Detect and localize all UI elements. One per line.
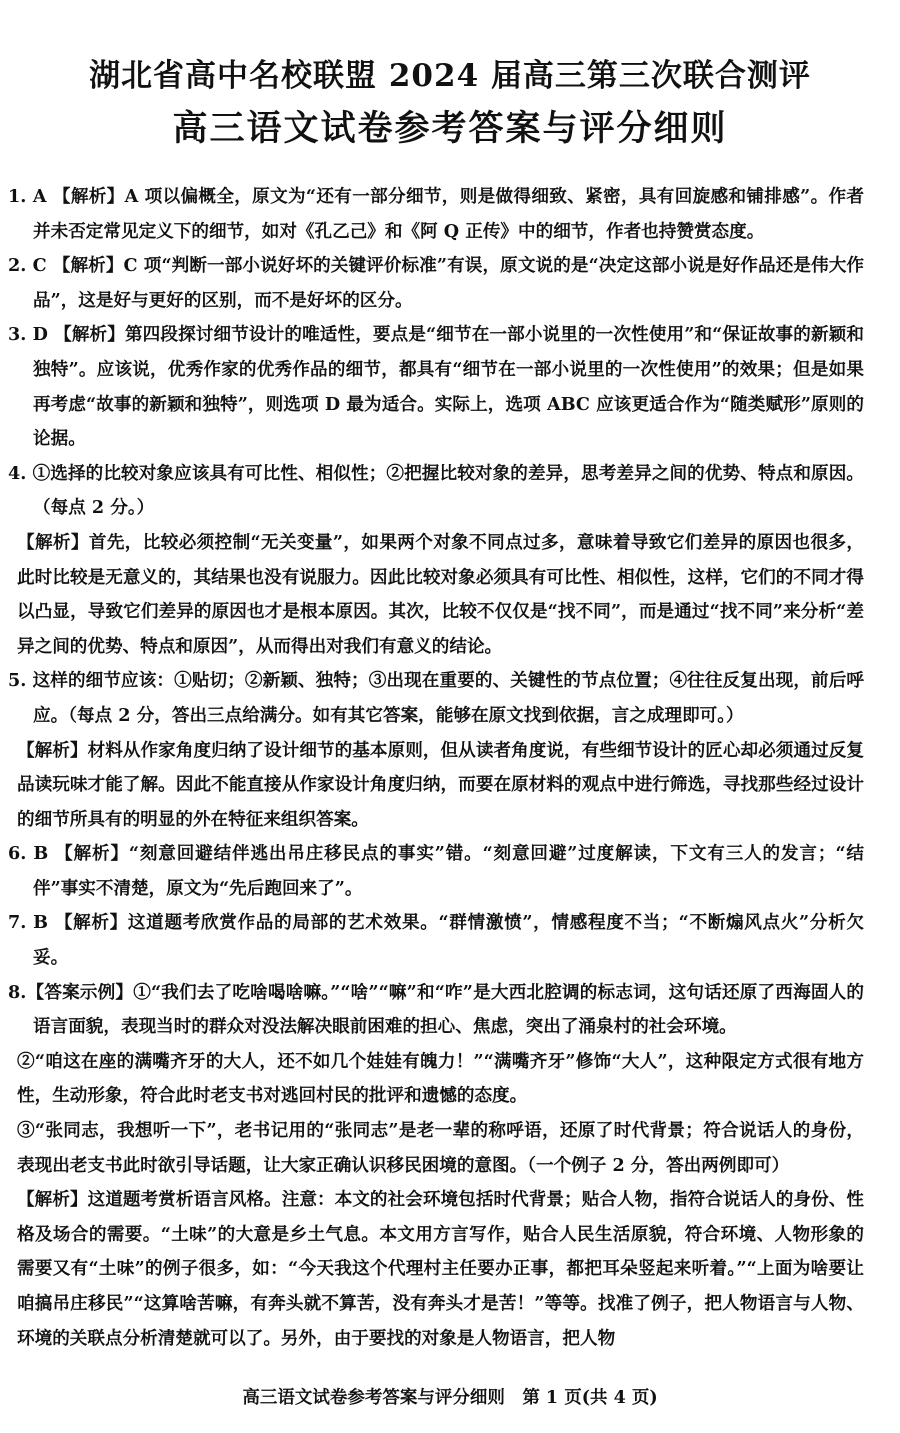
exam-title: 湖北省高中名校联盟 2024 届高三第三次联合测评 xyxy=(89,58,811,94)
answer-6: 6. B 【解析】“刻意回避结伴逃出吊庄移民点的事实”错。“刻意回避”过度解读，下文有三人的发言；“结伴”事实不清楚，原文为“先后跑回来了”。 xyxy=(8,843,864,899)
analysis-5: 【解析】材料从作家角度归纳了设计细节的基本原则，但从读者角度说，有些细节设计的匠心却必须通过反复品读玩味才能了解。因此不能直接从作家设计角度归纳，而要在原材料的观点中进行筛选，寻找那些经过设计的细节所具有的明显的外在特征来组织答案。 xyxy=(17,739,864,830)
analysis-8: 【解析】这道题考赏析语言风格。注意：本文的社会环境包括时代背景；贴合人物，指符合说话人的身份、性格及场合的需要。“土味”的大意是乡土气息。本文用方言写作，贴合人民生活原貌，符合环境、人物形象的需要又有“土味”的例子很多，如：“今天我这个代理村主任要办正事，都把耳朵竖起来听着。”“上面为啥要让咱搞吊庄移民”“这算啥苦嘛，有奔头就不算苦，没有奔头才是苦！”等等。找准了例子，把人物语言与人物、环境的关联点分析清楚就可以了。另外，由于要找的对象是人物语言，把人物 xyxy=(17,1189,864,1349)
document-subtitle: 高三语文试卷参考答案与评分细则 xyxy=(172,108,728,149)
answers-body xyxy=(8,180,864,1356)
page-footer: 高三语文试卷参考答案与评分细则 第 1 页(共 4 页) xyxy=(242,1388,658,1408)
answer-8: 8.【答案示例】①“我们去了吃啥喝啥嘛。”“啥”“嘛”和“咋”是大西北腔调的标志词，这句话还原了西海固人的语言面貌，表现当时的群众对没法解决眼前困难的担心、焦虑，突出了涌泉村的社会环境。 xyxy=(8,981,864,1038)
answer-4: 4. ①选择的比较对象应该具有可比性、相似性；②把握比较对象的差异，思考差异之间的优势、特点和原因。（每点 2 分。） xyxy=(8,462,864,519)
answer-1: 1. A 【解析】A 项以偏概全，原文为“还有一部分细节，则是做得细致、紧密，具有回旋感和铺排感”。作者并未否定常见定义下的细节，如对《孔乙己》和《阿 Q 正传》中的细节，作者也持赞赏态度。 xyxy=(8,186,864,242)
answer-8-example-2: ②“咱这在座的满嘴齐牙的大人，还不如几个娃娃有魄力！”“满嘴齐牙”修饰“大人”，这种限定方式很有地方性，生动形象，符合此时老支书对逃回村民的批评和遗憾的态度。 xyxy=(17,1050,864,1107)
answer-8-example-3: ③“张同志，我想听一下”，老书记用的“张同志”是老一辈的称呼语，还原了时代背景；符合说话人的身份，表现出老支书此时欲引导话题，让大家正确认识移民困境的意图。（一个例子 2 分，答出两例即可） xyxy=(17,1120,864,1176)
answer-5: 5. 这样的细节应该：①贴切；②新颖、独特；③出现在重要的、关键性的节点位置；④往往反复出现，前后呼应。（每点 2 分，答出三点给满分。如有其它答案，能够在原文找到依据，言之成理即可。） xyxy=(8,670,864,726)
answer-2: 2. C 【解析】C 项“判断一部小说好坏的关键评价标准”有误，原文说的是“决定这部小说是好作品还是伟大作品”，这是好与更好的区别，而不是好坏的区分。 xyxy=(8,255,864,311)
answer-3: 3. D 【解析】第四段探讨细节设计的唯适性，要点是“细节在一部小说里的一次性使用”和“保证故事的新颖和独特”。应该说，优秀作家的优秀作品的细节，都具有“细节在一部小说里的一次性使用”的效果；但是如果再考虑“故事的新颖和独特”，则选项 D 最为适合。实际上，选项 ABC 应该更适合作为“随类赋形”原则的论据。 xyxy=(8,324,864,450)
answer-7: 7. B 【解析】这道题考欣赏作品的局部的艺术效果。“群情激愤”，情感程度不当；“不断煽风点火”分析欠妥。 xyxy=(8,912,864,969)
analysis-4: 【解析】首先，比较必须控制“无关变量”，如果两个对象不同点过多，意味着导致它们差异的原因也很多，此时比较是无意义的，其结果也没有说服力。因此比较对象必须具有可比性、相似性，这样，它们的不同才得以凸显，导致它们差异的原因也才是根本原因。其次，比较不仅仅是“找不同”，而是通过“找不同”来分析“差异之间的优势、特点和原因”，从而得出对我们有意义的结论。 xyxy=(17,531,864,657)
